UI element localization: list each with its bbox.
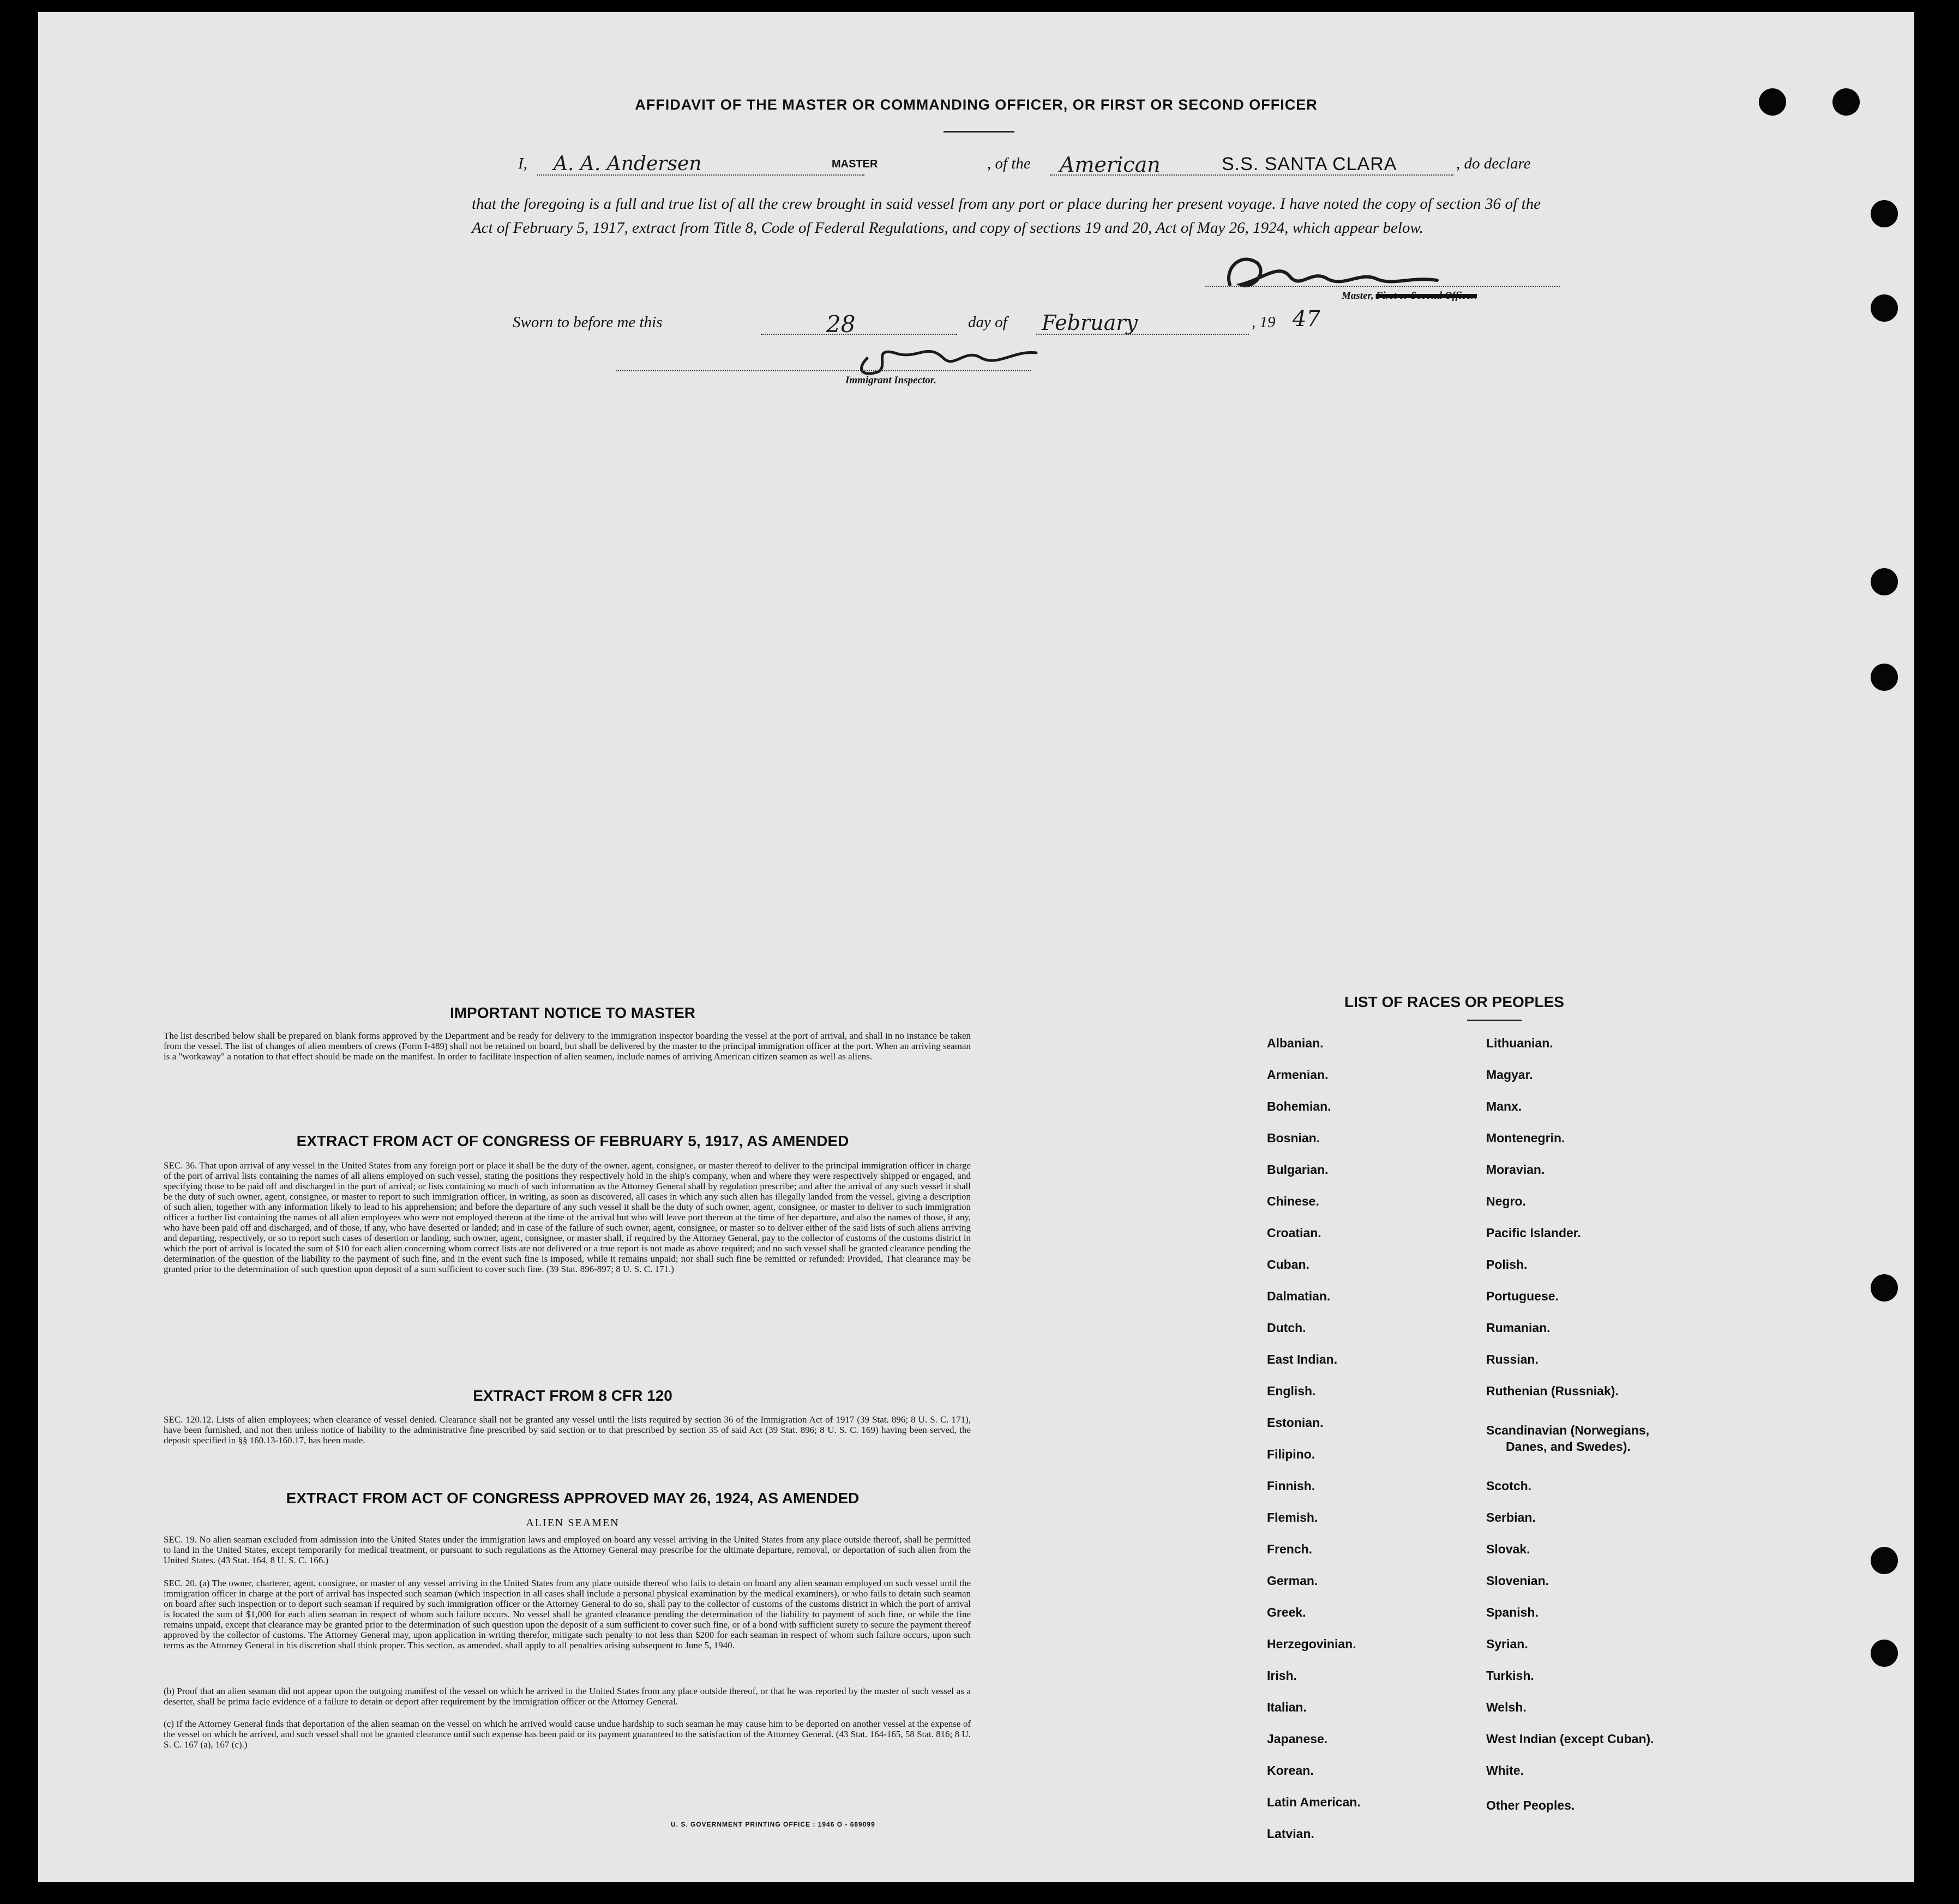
extract-1924-sec19: SEC. 19. No alien seaman excluded from admission into the United States under the immigration laws and employed on board any vessel arriving in the United States from any place outside thereof, shall be permitted to land in the United States, except temporarily for medical treatment, or pursuant to such regulations as the Attorney General may prescribe for the ultimate departure, removal, or deportation of such alien from the United States. (43 Stat. 164, 8 U. S. C. 166.) [164, 1534, 971, 1565]
race-item: Armenian. [1267, 1068, 1329, 1082]
punch-hole [1871, 568, 1898, 595]
notice-text: The list described below shall be prepared on blank forms approved by the Department and be ready for delivery to the immigration inspector boarding the vessel at the port of arrival, and shall in no instance be taken from the vessel. The list of changes of alien members of crews (Form I-489) shall not be retained on board, but shall be delivered by the master to the principal immigration officer at the port. When an arriving seaman is a "workaway" a notation to that effect should be made on the manifest. In order to facilitate inspection of alien seamen, include names of arriving American citizen seamen as well as aliens. [164, 1031, 971, 1062]
extract-1924-sec20b: (b) Proof that an alien seaman did not appear upon the outgoing manifest of the vessel on which he arrived in the United States from any place outside thereof, or that he was reported by the master of such vessel as a deserter, shall be prima facie evidence of a failure to detain or deport after requirement by the immigration officer or the Attorney General. [164, 1686, 971, 1707]
caption-master: Master, [1342, 290, 1374, 302]
race-item: Slovenian. [1486, 1574, 1549, 1588]
race-item: Turkish. [1486, 1668, 1534, 1683]
race-item: Serbian. [1486, 1510, 1536, 1525]
day-of-label: day of [968, 314, 1007, 331]
race-item: Japanese. [1267, 1732, 1328, 1746]
race-item: Bosnian. [1267, 1131, 1320, 1145]
race-item: Syrian. [1486, 1637, 1528, 1651]
punch-hole [1871, 664, 1898, 691]
month-field [1036, 311, 1249, 335]
punch-hole [1871, 294, 1898, 322]
races-column-right [1486, 1036, 1813, 1827]
race-item: West Indian (except Cuban). [1486, 1732, 1654, 1746]
year-prefix: , 19 [1252, 314, 1276, 331]
race-item: English. [1267, 1384, 1316, 1398]
race-item: Scotch. [1486, 1479, 1532, 1493]
extract-1917-text: SEC. 36. That upon arrival of any vessel in the United States from any foreign port or place it shall be the duty of the owner, agent, consignee, or master thereof to deliver to the principal immigration officer in charge of the port of arrival lists containing the names of all aliens employed on such vessel, stating the positions they respectively hold in the ship's company, when and where they were respectively shipped or engaged, and specifying those to be paid off and discharged in the port of arrival; or lists containing so much of such information as the Attorney General shall by regulation prescribe; and after the arrival of any such vessel it shall be the duty of such owner, agent, consignee, or master to report to such immigration officer, in writing, as soon as discovered, all cases in which any such alien has illegally landed from the vessel, giving a description of such alien, together with any information likely to lead to his apprehension; and before the departure of any such vessel it shall be the duty of such owner, agent, consignee, or master to deliver to such immigration officer a further list containing the names of all alien employees who were not employed thereon at the time of the arrival but who will leave port thereon at the time of her departure, and also the names of those, if any, who have been paid off and discharged, and of those, if any, who have deserted or landed; and in case of the failure of such owner, agent, consignee, or master so to deliver either of the said lists of such aliens arriving and departing, respectively, or so to report such cases of desertion or landing, such owner, agent, consignee, or master shall, if required by the Attorney General, pay to the collector of customs of the customs district in which the port of arrival is located the sum of $10 for each alien concerning whom correct lists are not delivered or a true report is not made as above required; and no such vessel shall be granted clearance pending the determination of the question of the liability to the payment of such fine, and in the event such fine is imposed, while it remains unpaid; nor shall such fine be remitted or refunded: Provided, That clearance may be granted prior to the determination of such question upon deposit of a sum sufficient to cover such fine. (39 Stat. 896-897; 8 U. S. C. 171.) [164, 1160, 971, 1274]
race-item: Manx. [1486, 1099, 1522, 1113]
master-name-field [537, 153, 864, 176]
master-signature-line [1205, 285, 1560, 287]
race-item: Latvian. [1267, 1827, 1314, 1841]
race-item: Lithuanian. [1486, 1036, 1553, 1050]
affidavit-title: AFFIDAVIT OF THE MASTER OR COMMANDING OFFICER, OR FIRST OR SECOND OFFICER [635, 97, 1318, 113]
month-value: February [1042, 311, 1138, 335]
extract-1924-title: EXTRACT FROM ACT OF CONGRESS APPROVED MAY 26, 1924, AS AMENDED [286, 1490, 860, 1507]
vessel-name: S.S. SANTA CLARA [1222, 154, 1397, 174]
extract-cfr-text: SEC. 120.12. Lists of alien employees; when clearance of vessel denied. Clearance shall not be granted any vessel until the lists required by section 36 of the Immigration Act of 1917 (39 Stat. 896; 8 U. S. C. 171), have been furnished, and not then unless notice of liability to the administrative fine prescribed by said section or to that prescribed by section 35 of said Act (39 Stat. 896; 8 U. S. C. 169) having been served, the deposit specified in §§ 160.13-160.17, has been made. [164, 1414, 971, 1445]
day-value: 28 [826, 311, 856, 338]
race-item: Spanish. [1486, 1605, 1539, 1619]
races-divider [1467, 1020, 1522, 1021]
race-item: Moravian. [1486, 1162, 1545, 1177]
race-item: White. [1486, 1763, 1524, 1778]
year-value: 47 [1293, 306, 1320, 332]
races-title: LIST OF RACES OR PEOPLES [1344, 993, 1564, 1010]
punch-hole [1871, 1547, 1898, 1574]
extract-1924-subtitle: ALIEN SEAMEN [526, 1517, 620, 1529]
caption-struck-officer: First or Second Officer. [1375, 290, 1477, 302]
race-item: Dalmatian. [1267, 1289, 1331, 1303]
race-item: Irish. [1267, 1668, 1297, 1683]
race-item: Estonian. [1267, 1415, 1324, 1430]
race-item: Scandinavian (Norwegians, [1486, 1423, 1650, 1437]
race-item: Negro. [1486, 1194, 1526, 1208]
race-item: Filipino. [1267, 1447, 1315, 1461]
document-page [38, 12, 1914, 1882]
notice-title: IMPORTANT NOTICE TO MASTER [449, 1004, 696, 1021]
extract-1924-sec20c: (c) If the Attorney General finds that deportation of the alien seaman on the vessel on which he arrived would cause undue hardship to such seaman he may cause him to be deported on another vessel at the expense of the vessel on which he arrived, and such vessel shall not be granted clearance until such expense has been paid or its payment guaranteed to the satisfaction of the Attorney General. (43 Stat. 164-165, 58 Stat. 816; 8 U. S. C. 167 (a), 167 (c).) [164, 1719, 971, 1750]
race-item: Polish. [1486, 1257, 1528, 1272]
race-item: Finnish. [1267, 1479, 1315, 1493]
race-item: Montenegrin. [1486, 1131, 1565, 1145]
race-item: Portuguese. [1486, 1289, 1559, 1303]
declaration-i: I, [518, 155, 527, 172]
nationality-value: American [1060, 153, 1161, 177]
race-item: East Indian. [1267, 1352, 1338, 1366]
extract-cfr-title: EXTRACT FROM 8 CFR 120 [473, 1387, 672, 1404]
race-item: Latin American. [1267, 1795, 1361, 1809]
race-item: Greek. [1267, 1605, 1306, 1619]
race-item: Italian. [1267, 1700, 1307, 1714]
extract-1924-sec20a: SEC. 20. (a) The owner, charterer, agent, consignee, or master of any vessel arriving in the United States from any place outside thereof who fails to detain on board any alien seaman employed on such vessel until the immigration officer in charge at the port of arrival has inspected such seaman (which inspection in all cases shall include a personal physical examination by the medical examiners), or who fails to detain such seaman on board after such inspection or to deport such seaman if required by such immigration officer or the Attorney General to do so, shall pay to the collector of customs of the customs district in which the port of arrival is located the sum of $1,000 for each alien seaman in respect of whom such failure occurs. No vessel shall be granted clearance pending the determination of the liability to payment of such fine, or while the fine remains unpaid, except that clearance may be granted prior to the determination of such question upon the deposit of a sum sufficient to cover such fine, or of a bond with sufficient surety to secure the payment thereof approved by the collector of customs. The Attorney General may, upon application in writing therefor, mitigate such penalty to not less than $200 for each seaman in respect of whom such failure occurs, upon such terms as the Attorney General in his discretion shall think proper. This section, as amended, shall apply to all penalties arising subsequent to June 5, 1940. [164, 1578, 971, 1650]
race-item: Croatian. [1267, 1226, 1321, 1240]
race-item: Other Peoples. [1486, 1798, 1575, 1812]
race-item: Magyar. [1486, 1068, 1533, 1082]
inspector-signature [851, 336, 1058, 380]
race-item: French. [1267, 1542, 1313, 1556]
punch-hole [1871, 1640, 1898, 1667]
master-signature [1219, 246, 1459, 296]
master-signature-caption [1342, 290, 1477, 302]
race-item: Flemish. [1267, 1510, 1318, 1525]
race-item: Chinese. [1267, 1194, 1319, 1208]
punch-hole [1871, 1274, 1898, 1302]
race-item: Rumanian. [1486, 1321, 1551, 1335]
printer-imprint: U. S. GOVERNMENT PRINTING OFFICE : 1946 O - 689099 [671, 1821, 875, 1828]
race-item: Korean. [1267, 1763, 1314, 1778]
title-divider [944, 131, 1014, 132]
race-item: Bulgarian. [1267, 1162, 1329, 1177]
race-item: Cuban. [1267, 1257, 1309, 1272]
rank-label: MASTER [832, 158, 878, 170]
race-item: Welsh. [1486, 1700, 1527, 1714]
race-item: Slovak. [1486, 1542, 1530, 1556]
day-field [761, 311, 957, 338]
of-the-label: , of the [987, 155, 1031, 172]
races-column-left [1267, 1036, 1485, 1854]
race-item: Russian. [1486, 1352, 1539, 1366]
inspector-signature-line [616, 369, 1031, 371]
sworn-label: Sworn to before me this [513, 314, 663, 331]
oath-text: that the foregoing is a full and true list of all the crew brought in said vessel from any port or place during her present voyage. I have noted the copy of section 36 of the Act of February 5, 1917, extract from Title 8, Code of Federal Regulations, and copy of sections 19 and 20, Act of May 26, 1924, which appear below. [472, 195, 1541, 237]
race-item: Bohemian. [1267, 1099, 1331, 1113]
race-item: Dutch. [1267, 1321, 1306, 1335]
race-item: German. [1267, 1574, 1318, 1588]
race-item: Danes, and Swedes). [1506, 1439, 1631, 1454]
inspector-caption: Immigrant Inspector. [845, 375, 936, 386]
punch-hole [1871, 200, 1898, 227]
race-item: Herzegovinian. [1267, 1637, 1356, 1651]
race-item: Ruthenian (Russniak). [1486, 1384, 1619, 1398]
race-item: Albanian. [1267, 1036, 1324, 1050]
do-declare-label: , do declare [1456, 155, 1531, 172]
master-name-value: A. A. Andersen [554, 153, 702, 175]
race-item: Pacific Islander. [1486, 1226, 1581, 1240]
extract-1917-title: EXTRACT FROM ACT OF CONGRESS OF FEBRUARY 5, 1917, AS AMENDED [296, 1132, 849, 1149]
